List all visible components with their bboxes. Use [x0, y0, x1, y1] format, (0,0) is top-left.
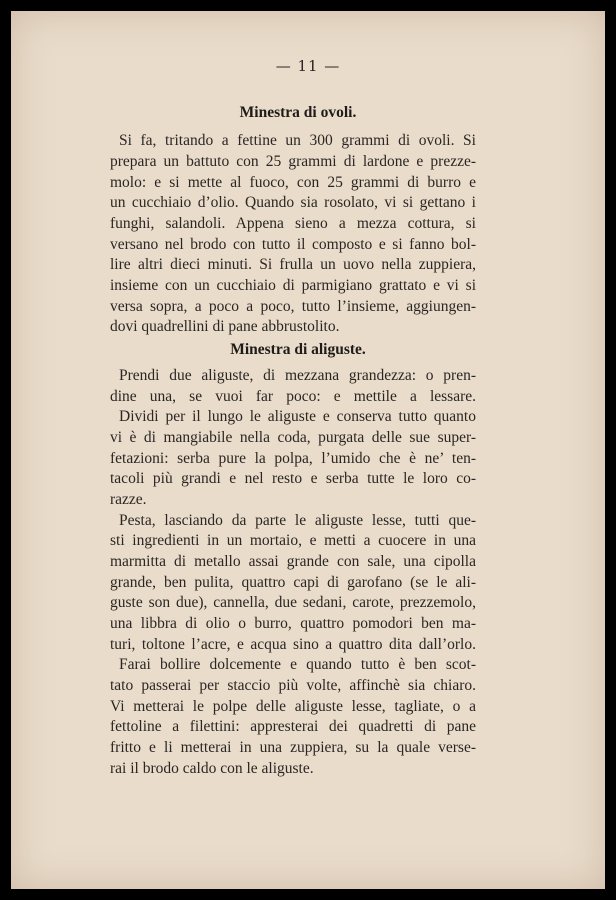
text-line: insieme con un cucchiaio di parmigiano grattato e vi si — [110, 277, 476, 294]
text-line: razze. — [110, 491, 147, 508]
text-line: guste son due), cannella, due sedani, carote, prezzemolo, — [110, 594, 476, 611]
book-page — [11, 11, 605, 889]
text-line: tato passerai per staccio più volte, affinchè sia chiaro. — [110, 677, 476, 694]
text-line: molo: e si mette al fuoco, con 25 grammi di burro e — [110, 174, 476, 191]
text-line: fettoline a filettini: appresterai dei quadretti di pane — [110, 718, 476, 735]
text-line: funghi, salandoli. Appena sieno a mezza cottura, si — [110, 215, 476, 232]
text-line: Vi metterai le polpe delle aliguste lesse, tagliate, o a — [110, 698, 476, 715]
text-line: dine una, se vuoi far poco: e mettile a lessare. — [110, 388, 476, 405]
recipe-title-ovoli: Minestra di ovoli. — [239, 104, 357, 121]
text-line: sti ingredienti in un mortaio, e metti a cuocere in una — [110, 532, 476, 549]
text-line: fetazioni: serba pure la polpa, l’umido che è ne’ ten- — [110, 450, 476, 467]
text-line: turi, toltone l’acre, e acqua sino a quattro dita dall’orlo. — [110, 636, 476, 653]
text-line: grande, ben pulita, quattro capi di garofano (se le ali- — [110, 574, 476, 591]
text-line: marmitta di metallo assai grande con sale, una cipolla — [110, 553, 476, 570]
text-line: Si fa, tritando a fettine un 300 grammi di ovoli. Si — [119, 132, 476, 149]
text-line: Farai bollire dolcemente e quando tutto è ben scot- — [119, 656, 476, 673]
recipe-title-aliguste: Minestra di aliguste. — [230, 341, 366, 358]
text-line: lire altri dieci minuti. Si frulla un uovo nella zuppiera, — [110, 256, 476, 273]
text-line: un cucchiaio d’olio. Quando sia rosolato, vi si gettano i — [110, 194, 476, 211]
text-line: dovi quadrellini di pane abbrustolito. — [110, 318, 340, 335]
text-line: versa sopra, a poco a poco, tutto l’insieme, aggiungen- — [110, 298, 476, 315]
text-line: Prendi due aliguste, di mezzana grandezza: o pren- — [119, 367, 476, 384]
text-line: rai il brodo caldo con le aliguste. — [110, 760, 314, 777]
text-line: prepara un battuto con 25 grammi di lardone e prezze- — [110, 153, 476, 170]
text-line: versano nel brodo con tutto il composto e si fanno bol- — [110, 236, 476, 253]
text-line: vi è di mangiabile nella coda, purgata delle sue super- — [110, 429, 476, 446]
text-line: una libbra di olio o burro, quattro pomodori ben ma- — [110, 615, 476, 632]
text-line: fritto e li metterai in una zuppiera, su la quale verse- — [110, 739, 476, 756]
text-line: Pesta, lasciando da parte le aliguste lesse, tutti que- — [119, 512, 476, 529]
text-line: tacoli più grandi e nel resto e serba tutte le loro co- — [110, 470, 476, 487]
text-line: Dividi per il lungo le aliguste e conserva tutto quanto — [119, 408, 476, 425]
page-number: — 11 — — [275, 57, 341, 75]
